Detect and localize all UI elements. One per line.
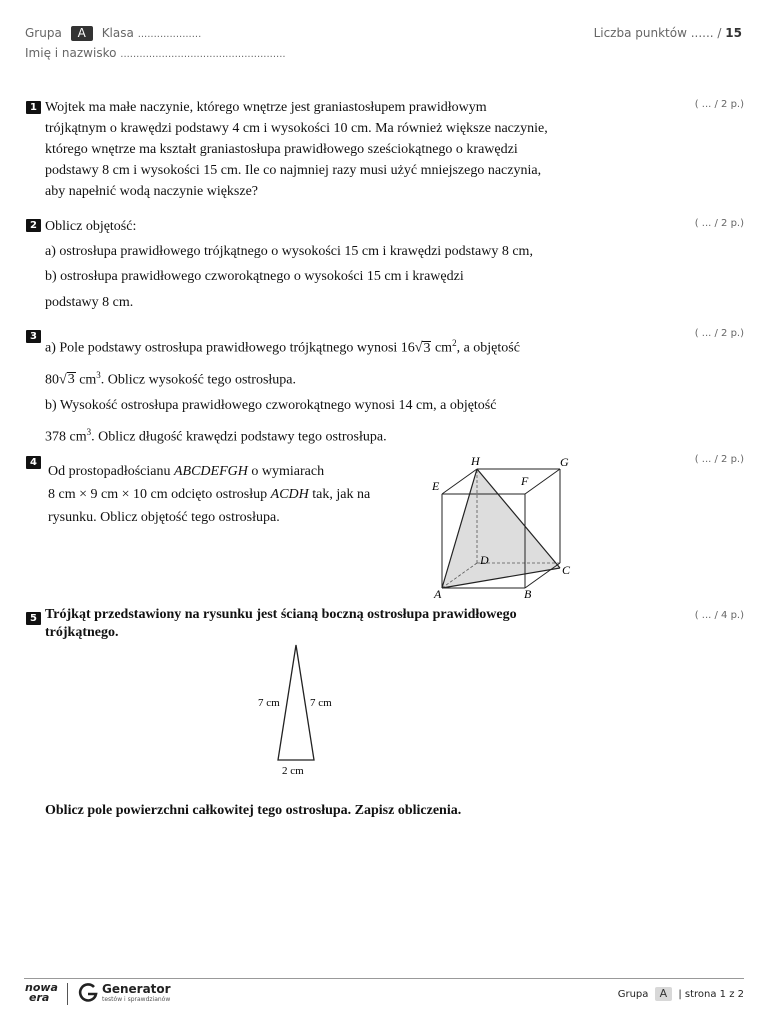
q2-line-3: b) ostrosłupa prawidłowego czworokątnego o wysokości 15 cm i krawędzi [45,269,464,284]
q1-line-1: Wojtek ma małe naczynie, którego wnętrze jest graniastosłupem prawidłowym [45,100,487,115]
name-dots: .................................................... [120,49,286,60]
question-text-3 [45,330,570,451]
q3b2-cube: 3 [86,427,92,438]
q4-line-3: rysunku. Oblicz objętość tego ostrosłupa. [48,510,280,525]
group-badge: A [71,26,93,41]
question-5-task: Oblicz pole powierzchni całkowitej tego ostrosłupa. Zapisz obliczenia. [45,803,462,818]
q3a-post: , a objętość [456,340,520,356]
class-label: Klasa [101,26,134,40]
question-number-4: 4 [26,456,41,469]
name-field [25,46,286,60]
q4-l1-name: ABCDEFGH [173,464,248,479]
q4-l1-post: o wymiarach [251,464,325,479]
q3a2-post: . Oblicz wysokość tego ostrosłupa. [100,372,296,388]
cuboid-figure [425,452,595,602]
generator-title: Generator [102,982,171,996]
question-points-2: ( ... / 2 p.) [694,218,744,229]
points-total: 15 [725,26,742,40]
question-number-2: 2 [26,219,41,232]
label-e: E [432,479,440,493]
question-points-1: ( ... / 2 p.) [694,99,744,110]
question-number-1: 1 [26,101,41,114]
class-dots: .................... [137,29,202,40]
question-points-4: ( ... / 2 p.) [694,454,744,465]
question-number-5: 5 [26,612,41,625]
label-c: C [562,563,571,577]
q3a-sq: 2 [452,338,457,348]
q4-l2-pre: 8 cm × 9 cm × 10 cm odcięto ostrosłup [48,487,268,502]
q4-line-1 [48,460,418,483]
label-a: A [434,587,442,601]
q1-line-2: trójkątnym o krawędzi podstawy 4 cm i wysokości 10 cm. Ma również większe naczynie, [45,121,548,136]
points-label: Liczba punktów ...... / [593,26,722,40]
logo-bottom: era [29,991,50,1004]
q3a2-cube: 3 [96,369,101,380]
generator-subtitle: testów i sprawdzianów [102,996,171,1003]
q1-line-3: którego wnętrze ma kształt graniastosłupa prawidłowego sześciokątnego o krawędzi [45,142,518,157]
page-indicator [618,987,744,1001]
q4-l2-post: tak, jak na [312,487,371,502]
group-label: Grupa [25,26,62,40]
question-number-3: 3 [26,330,41,343]
q4-l1-pre: Od prostopadłościanu [48,464,171,479]
label-f: F [521,474,529,488]
q3a-root: 3 [423,340,431,356]
footer-group-badge: A [655,987,673,1001]
points-field [594,26,742,40]
q1-line-5: aby napełnić wodą naczynie większe? [45,184,259,199]
q1-line-4: podstawy 8 cm i wysokości 15 cm. Ile co najmniej razy musi użyć mniejszego naczynia, [45,163,542,178]
label-base: 2 cm [282,765,304,777]
isosceles-triangle [278,645,314,760]
q3-line-2 [45,362,570,394]
name-label: Imię i nazwisko [25,46,117,60]
sqrt-icon: √ [59,372,67,388]
q2-line-2: a) ostrosłupa prawidłowego trójkątnego o wysokości 15 cm i krawędzi podstawy 8 cm, [45,244,533,259]
question-text-2 [45,214,570,315]
question-text-4 [48,460,418,529]
q3b2-pre: 378 cm [45,429,87,445]
q3a2-pre: 80 [45,372,59,388]
footer-page-text: | strona 1 z 2 [678,989,744,1000]
q3a-pre: a) Pole podstawy ostrosłupa prawidłowego trójkątnego wynosi 16 [45,340,415,356]
q3-line-3: b) Wysokość ostrosłupa prawidłowego czworokątnego wynosi 14 cm, a objętość [45,398,497,414]
footer-divider [24,978,744,979]
label-side-right: 7 cm [310,697,332,709]
nowa-era-logo [25,983,58,1003]
question-points-5: ( ... / 4 p.) [694,610,744,621]
q2-line-4: podstawy 8 cm. [45,295,134,310]
q4-line-2 [48,483,418,506]
group-field [25,26,201,41]
q3-line-4 [45,419,570,451]
q2-line-1: Oblicz objętość: [45,219,137,234]
logo-top: nowa [25,981,58,994]
q4-l2-name: ACDH [270,487,309,502]
q3a-unit: cm [434,340,453,356]
q5-line-1: Trójkąt przedstawiony na rysunku jest ścianą boczną ostrosłupa prawidłowego [45,607,517,622]
footer-group-label: Grupa [617,989,649,1000]
label-d: D [480,553,489,567]
q3a2-unit: cm [79,372,97,388]
edge-fg [525,469,560,494]
generator-logo-icon [77,982,99,1004]
question-text-5 [45,606,570,642]
label-g: G [560,455,569,469]
question-text-1 [45,97,570,202]
q3-line-1 [45,330,570,362]
label-h: H [471,454,480,468]
sqrt-icon: √ [414,340,423,356]
triangle-figure [250,640,370,780]
generator-brand [102,982,171,1004]
logo-divider [67,983,68,1005]
label-side-left: 7 cm [258,697,280,709]
q3b2-post: . Oblicz długość krawędzi podstawy tego ostrosłupa. [91,429,387,445]
label-b: B [524,587,532,601]
q5-line-2: trójkątnego. [45,625,119,640]
q3a2-root: 3 [67,372,75,388]
question-points-3: ( ... / 2 p.) [694,328,744,339]
